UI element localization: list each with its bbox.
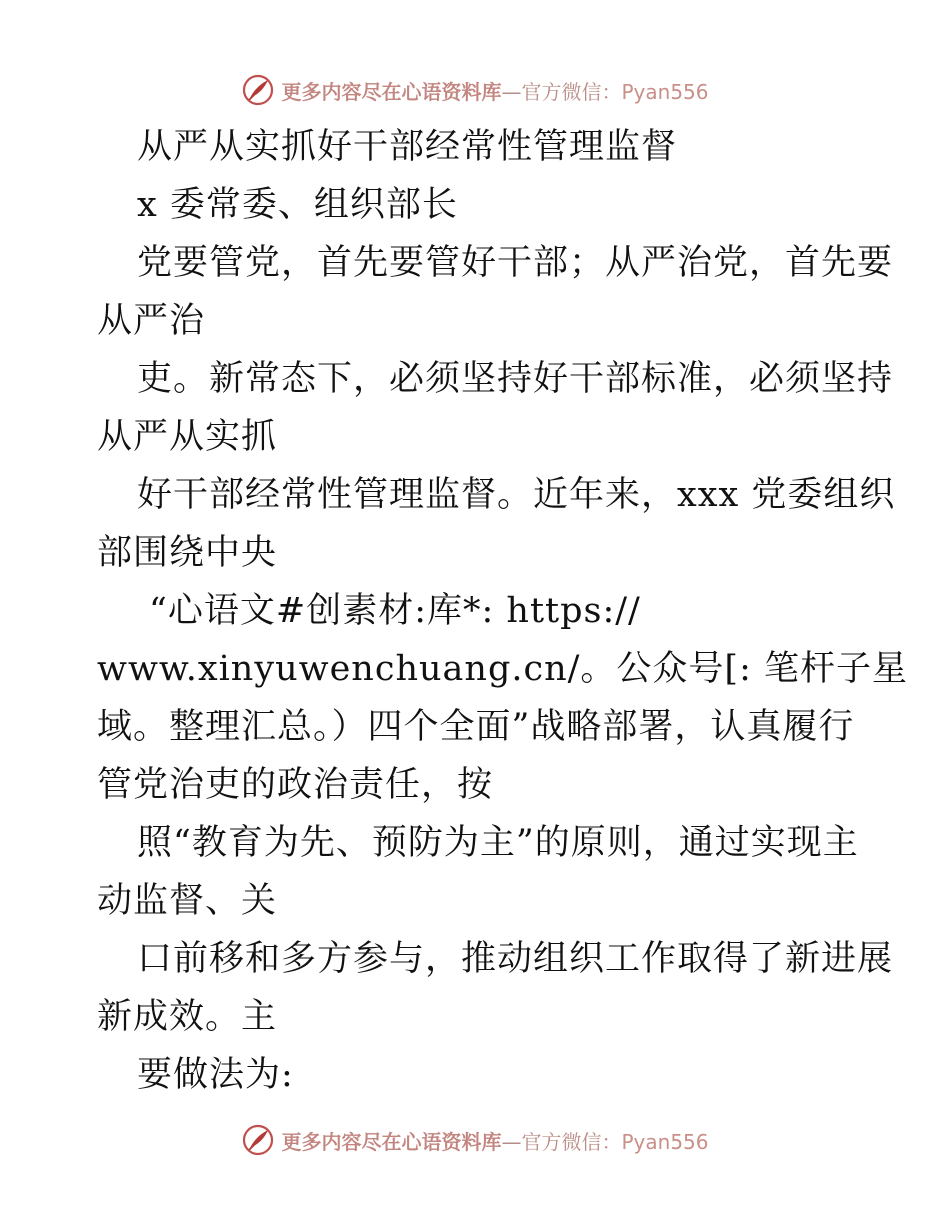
paragraph-line: 吏。新常态下，必须坚持好干部标准，必须坚持 — [137, 359, 894, 399]
paragraph-line: 管党治吏的政治责任，按 — [97, 765, 494, 805]
banner-wechat-id: Pyan556 — [621, 1129, 709, 1154]
banner-brand: 更多内容尽在心语资料库 — [281, 79, 502, 104]
banner-text — [281, 76, 708, 105]
document-body — [97, 118, 908, 1104]
footer-banner — [0, 1120, 950, 1160]
document-title: 从严从实抓好干部经常性管理监督 — [137, 127, 678, 167]
paragraph-line: “心语文#创素材:库*: https:// — [149, 591, 641, 631]
document-author: x 委常委、组织部长 — [137, 185, 458, 225]
paragraph-line: 新成效。主 — [97, 997, 278, 1037]
paragraph-line: www.xinyuwenchuang.cn/。公众号[: 笔杆子星 — [97, 649, 908, 689]
feather-pen-logo-icon — [241, 73, 275, 107]
paragraph-line: 党要管党，首先要管好干部；从严治党，首先要 — [137, 243, 894, 283]
paragraph-line: 从严从实抓 — [97, 417, 278, 457]
header-banner — [0, 70, 950, 110]
banner-wechat-label: 官方微信： — [521, 79, 622, 104]
banner-text — [281, 1126, 708, 1155]
banner-separator: — — [501, 1129, 522, 1154]
paragraph-line: 动监督、关 — [97, 881, 278, 921]
paragraph-line: 好干部经常性管理监督。近年来，xxx 党委组织 — [137, 475, 896, 515]
paragraph-line: 域。整理汇总。）四个全面”战略部署，认真履行 — [97, 707, 855, 747]
banner-separator: — — [501, 79, 522, 104]
paragraph-line: 从严治 — [97, 301, 206, 341]
paragraph-line: 口前移和多方参与，推动组织工作取得了新进展 — [137, 939, 894, 979]
paragraph-line: 要做法为: — [137, 1055, 294, 1095]
paragraph-line: 照“教育为先、预防为主”的原则，通过实现主 — [137, 823, 859, 863]
banner-brand: 更多内容尽在心语资料库 — [281, 1129, 502, 1154]
banner-wechat-id: Pyan556 — [621, 79, 709, 104]
paragraph-line: 部围绕中央 — [97, 533, 278, 573]
feather-pen-logo-icon — [241, 1123, 275, 1157]
banner-wechat-label: 官方微信： — [521, 1129, 622, 1154]
